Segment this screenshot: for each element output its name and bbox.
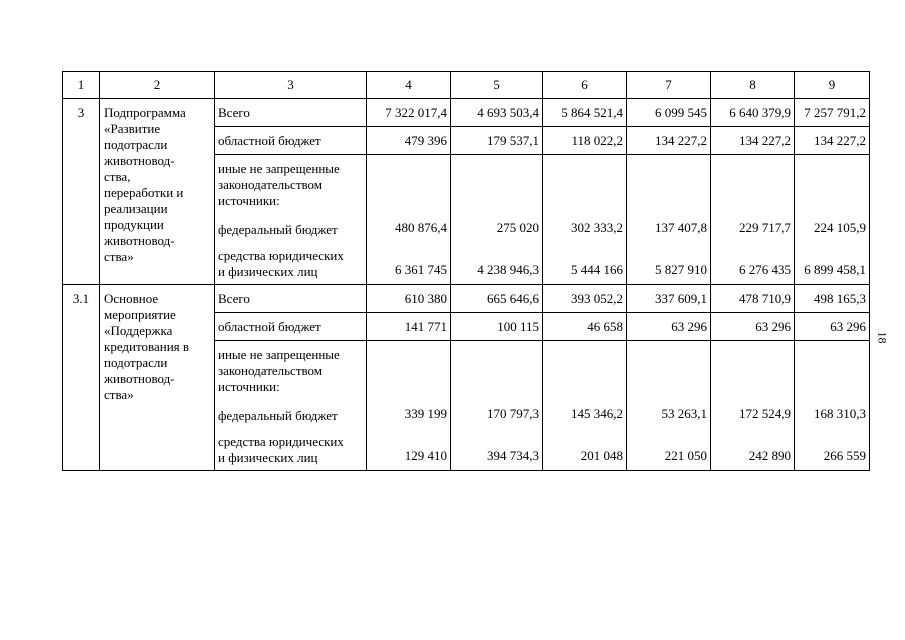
value-cell: 242 890: [711, 428, 795, 471]
value-cell: 7 322 017,4: [367, 99, 451, 127]
value-cell: 168 310,3: [795, 341, 870, 429]
text-line: подотрасли: [104, 137, 168, 152]
value-cell: 6 361 745: [367, 242, 451, 285]
text-line: мероприятие: [104, 307, 176, 322]
value-cell: 7 257 791,2: [795, 99, 870, 127]
row-label-other-sources: [215, 155, 367, 243]
value-cell: 6 640 379,9: [711, 99, 795, 127]
value-cell: 100 115: [451, 313, 543, 341]
text-line: животновод-: [104, 371, 175, 386]
text-line: Подпрограмма: [104, 105, 186, 120]
text-line: законодательством: [218, 177, 323, 192]
value-cell: 5 444 166: [543, 242, 627, 285]
value-cell: 118 022,2: [543, 127, 627, 155]
header-cell: 9: [795, 72, 870, 99]
text-line: ства»: [104, 249, 134, 264]
value-cell: 63 296: [627, 313, 711, 341]
value-cell: 170 797,3: [451, 341, 543, 429]
value-cell: 4 238 946,3: [451, 242, 543, 285]
header-cell: 8: [711, 72, 795, 99]
row-total: [63, 99, 870, 127]
value-cell: 229 717,7: [711, 155, 795, 243]
value-cell: 134 227,2: [795, 127, 870, 155]
text-line: ства»: [104, 387, 134, 402]
value-cell: 479 396: [367, 127, 451, 155]
budget-table: [62, 71, 870, 471]
value-cell: 224 105,9: [795, 155, 870, 243]
text-line: источники:: [218, 193, 280, 208]
header-cell: 5: [451, 72, 543, 99]
value-cell: 172 524,9: [711, 341, 795, 429]
header-cell: 2: [100, 72, 215, 99]
text-line: федеральный бюджет: [218, 408, 338, 423]
value-cell: 221 050: [627, 428, 711, 471]
value-cell: 63 296: [711, 313, 795, 341]
value-cell: 498 165,3: [795, 285, 870, 313]
value-cell: 665 646,6: [451, 285, 543, 313]
text-line: переработки и: [104, 185, 184, 200]
value-cell: 337 609,1: [627, 285, 711, 313]
page-number: 18: [875, 331, 890, 344]
text-line: животновод-: [104, 153, 175, 168]
text-line: законодательством: [218, 363, 323, 378]
text-line: и физических лиц: [218, 450, 318, 465]
row-label: областной бюджет: [215, 127, 367, 155]
value-cell: 6 099 545: [627, 99, 711, 127]
value-cell: 134 227,2: [627, 127, 711, 155]
value-cell: 5 864 521,4: [543, 99, 627, 127]
text-line: кредитования в: [104, 339, 190, 354]
row-label-other-sources: [215, 341, 367, 429]
value-cell: 145 346,2: [543, 341, 627, 429]
header-cell: 3: [215, 72, 367, 99]
text-line: «Развитие: [104, 121, 161, 136]
value-cell: 134 227,2: [711, 127, 795, 155]
header-cell: 7: [627, 72, 711, 99]
value-cell: 393 052,2: [543, 285, 627, 313]
row-total: [63, 285, 870, 313]
text-line: источники:: [218, 379, 280, 394]
text-line: Основное: [104, 291, 159, 306]
text-line: животновод-: [104, 233, 175, 248]
row-label: Всего: [215, 285, 367, 313]
header-cell: 6: [543, 72, 627, 99]
text-line: подотрасли: [104, 355, 168, 370]
value-cell: 480 876,4: [367, 155, 451, 243]
value-cell: 129 410: [367, 428, 451, 471]
value-cell: 266 559: [795, 428, 870, 471]
value-cell: 46 658: [543, 313, 627, 341]
row-label: областной бюджет: [215, 313, 367, 341]
value-cell: 63 296: [795, 313, 870, 341]
value-cell: 302 333,2: [543, 155, 627, 243]
table-body: [63, 72, 870, 471]
text-line: иные не запрещенные: [218, 161, 340, 176]
text-line: и физических лиц: [218, 264, 318, 279]
value-cell: 6 899 458,1: [795, 242, 870, 285]
value-cell: 6 276 435: [711, 242, 795, 285]
row-number: 3: [63, 99, 100, 285]
row-number: 3.1: [63, 285, 100, 471]
header-cell: 4: [367, 72, 451, 99]
value-cell: 137 407,8: [627, 155, 711, 243]
text-line: ства,: [104, 169, 131, 184]
text-line: федеральный бюджет: [218, 222, 338, 237]
text-line: иные не запрещенные: [218, 347, 340, 362]
text-line: средства юридических: [218, 248, 344, 263]
value-cell: 4 693 503,4: [451, 99, 543, 127]
value-cell: 610 380: [367, 285, 451, 313]
program-name: [100, 285, 215, 471]
value-cell: 339 199: [367, 341, 451, 429]
value-cell: 478 710,9: [711, 285, 795, 313]
value-cell: 179 537,1: [451, 127, 543, 155]
row-label: Всего: [215, 99, 367, 127]
header-row: [63, 72, 870, 99]
value-cell: 5 827 910: [627, 242, 711, 285]
row-label: [215, 428, 367, 471]
value-cell: 394 734,3: [451, 428, 543, 471]
text-line: продукции: [104, 217, 164, 232]
value-cell: 53 263,1: [627, 341, 711, 429]
text-line: «Поддержка: [104, 323, 173, 338]
text-line: реализации: [104, 201, 168, 216]
value-cell: 141 771: [367, 313, 451, 341]
text-line: средства юридических: [218, 434, 344, 449]
program-name: [100, 99, 215, 285]
value-cell: 201 048: [543, 428, 627, 471]
header-cell: 1: [63, 72, 100, 99]
row-label: [215, 242, 367, 285]
value-cell: 275 020: [451, 155, 543, 243]
